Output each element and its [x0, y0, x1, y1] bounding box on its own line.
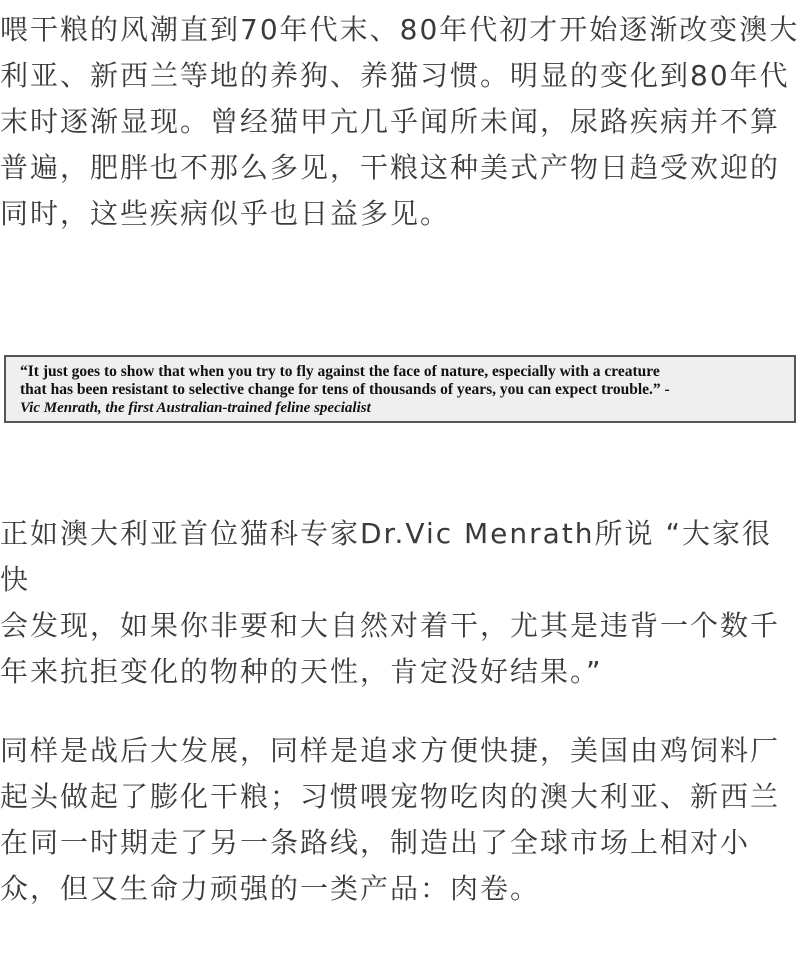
quote-attribution: Vic Menrath, the first Australian-trained feline specialist [20, 400, 371, 416]
paragraph-dry-food-history: 喂干粮的风潮直到70年代末、80年代初才开始逐渐改变澳大 利亚、新西兰等地的养狗、养猫习惯。明显的变化到80年代 末时逐渐显现。曾经猫甲亢几乎闻所未闻，尿路疾病并不算 普遍，肥胖也不那么多见，干粮这种美式产物日趋受欢迎的 同时，这些疾病似乎也日益多见。 [0, 13, 800, 230]
paragraph-meat-roll: 同样是战后大发展，同样是追求方便快捷，美国由鸡饲料厂 起头做起了膨化干粮；习惯喂宠物吃肉的澳大利亚、新西兰 在同一时期走了另一条路线，制造出了全球市场上相对小 众，但又生命力顽强的一类产品：肉卷。 [0, 734, 781, 905]
quote-box [4, 355, 796, 423]
paragraph-menrath-quote: 正如澳大利亚首位猫科专家Dr.Vic Menrath所说 “大家很快 会发现，如果你非要和大自然对着干，尤其是违背一个数千 年来抗拒变化的物种的天性，肯定没好结果。” [0, 517, 781, 688]
quote-text: “It just goes to show that when you try to fly against the face of nature, especially with a creature that has been resistant to selective change for tens of thousands of years, you can expect trouble.” - [20, 363, 670, 398]
